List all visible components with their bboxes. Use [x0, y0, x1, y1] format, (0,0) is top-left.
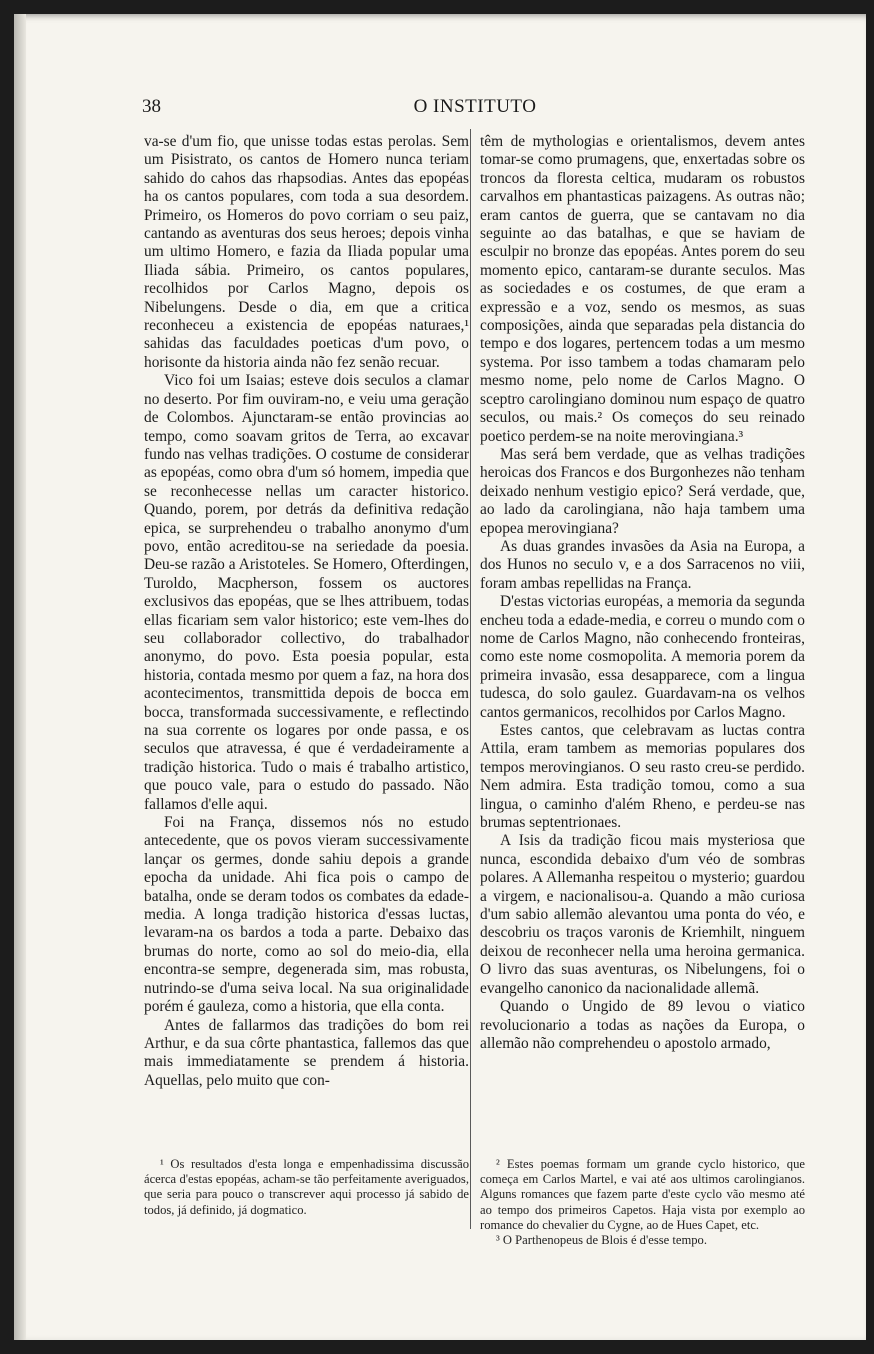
running-title: O INSTITUTO: [413, 96, 537, 117]
page-number: 38: [142, 96, 161, 117]
footnote: ³ O Parthenopeus de Blois é d'esse tempo.: [496, 1233, 708, 1248]
book-page: [14, 14, 866, 1340]
paragraph: A Isis da tradição ficou mais mysteriosa que nunca, escondida debaixo d'um véo de sombras polares. A Allemanha respeitou o mysterio; guardou a virgem, e nacionalisou-a. Quando a mão curiosa d'um sabio allemão alevantou uma ponta do véo, e descobriu os traços varonis de Kriemhilt, ninguem deixou de reconhecer nella uma heroina germanica. O livro das suas aventuras, os Nibelungens, foi o evangelho canonico da nacionalidade allemã.: [480, 832, 805, 997]
left-column: [144, 133, 469, 1233]
footnotes-right: [480, 1157, 805, 1248]
page-header: [14, 96, 866, 120]
paragraph: Quando o Ungido de 89 levou o viatico revolucionario a todas as nações da Europa, o allemão não comprehendeu o apostolo armado,: [480, 998, 805, 1052]
footnote: ² Estes poemas formam um grande cyclo historico, que começa em Carlos Martel, e vai até aos ultimos carolingianos. Alguns romances que fazem parte d'este cyclo vão mesmo até ao tempo dos primeiros Capetos. Haja vista por exemplo ao romance do chevalier du Cygne, ao de Hues Capet, etc.: [480, 1157, 805, 1232]
page-gutter: [14, 14, 26, 1340]
paragraph: va-se d'um fio, que unisse todas estas perolas. Sem um Pisistrato, os cantos de Homero nunca teriam sahido do cahos das rhapsodias. Antes das epopéas ha os cantos populares, com toda a sua desordem. Primeiro, os Homeros do povo corriam o seu paiz, cantando as aventuras dos seus heroes; depois vinha um ultimo Homero, e fazia da Iliada popular uma Iliada sábia. Primeiro, os cantos populares, recolhidos por Carlos Magno, depois os Nibelungens. Desde o dia, em que a critica reconheceu a existencia de epopéas naturaes,¹ sahidas das faculdades poeticas d'um povo, o horisonte da historia ainda não fez senão recuar.: [144, 133, 469, 371]
footnote: ¹ Os resultados d'esta longa e empenhadissima discussão ácerca d'estas epopéas, acham-se tão perfeitamente averiguados, que seria para pouco o transcrever aqui processo já sabido de todos, já definido, já dogmatico.: [144, 1157, 469, 1217]
paragraph: Estes cantos, que celebravam as luctas contra Attila, eram tambem as memorias populares dos tempos merovingianos. O seu rasto creu-se perdido. Nem admira. Esta tradição tomou, como a sua lingua, o caminho d'além Rheno, e perdeu-se nas brumas septentrionaes.: [480, 722, 805, 832]
paragraph: As duas grandes invasões da Asia na Europa, a dos Hunos no seculo v, e a dos Sarracenos no viii, foram ambas repellidas na França.: [480, 537, 805, 592]
paragraph: Foi na França, dissemos nós no estudo antecedente, que os povos vieram successivamente lançar os germes, donde sahiu depois a grande epocha da unidade. Ahi fica pois o campo de batalha, onde se deram todos os combates da edade-media. A longa tradição historica d'essas luctas, levaram-na os bardos a toda a parte. Debaixo das brumas do norte, como ao sol do meio-dia, ella encontra-se sempre, degenerada sim, mas robusta, nutrindo-se d'uma seiva local. Na sua originalidade porém é gauleza, como a historia, que ella conta.: [144, 814, 469, 1016]
paragraph: Mas será bem verdade, que as velhas tradições heroicas dos Francos e dos Burgonhezes não tenham deixado nenhum vestigio epico? Será verdade, que, ao lado da carolingiana, não haja tambem uma epopea merovingiana?: [480, 445, 805, 537]
right-column: [480, 133, 805, 1233]
paragraph: D'estas victorias européas, a memoria da segunda encheu toda a edade-media, e correu o mundo com o nome de Carlos Magno, não conhecendo fronteiras, como este nome cosmopolita. A memoria porem da primeira invasão, essa desapparece, com a lingua tudesca, do solo gaulez. Guardavam-na os velhos cantos germanicos, recolhidos por Carlos Magno.: [480, 593, 805, 721]
column-divider: [470, 129, 471, 1229]
paragraph: têm de mythologias e orientalismos, devem antes tomar-se como prumagens, que, enxertadas sobre os troncos da floresta celtica, mudaram os robustos carvalhos em phantasticas paizagens. As outras não; eram cantos de guerra, que se cantavam no dia seguinte ao das batalhas, e que se haviam de esculpir no bronze das epopéas. Antes porem do seu momento epico, cantaram-se durante seculos. Mas as sociedades e os costumes, de que eram a expressão e a voz, sendo os mesmos, as suas composições, ainda que separadas pela distancia do tempo e dos logares, pertencem todas a um mesmo systema. Por isso tambem a todas chamaram pelo mesmo nome, pelo nome de Carlos Magno. O sceptro carolingiano dominou num espaço de quatro seculos, ou mais.² Os começos do seu reinado poetico perdem-se na noite merovingiana.³: [480, 133, 805, 445]
paragraph: Antes de fallarmos das tradições do bom rei Arthur, e da sua côrte phantastica, fallemos das que mais immediatamente se prendem á historia. Aquellas, pelo muito que con-: [144, 1016, 469, 1089]
paragraph: Vico foi um Isaias; esteve dois seculos a clamar no deserto. Por fim ouviram-no, e veiu uma geração de Colombos. Ajunctaram-se então provincias ao tempo, como soavam gritos de Terra, ao excavar fundo nas velhas tradições. O costume de considerar as epopéas, como obra d'um só homem, impedia que se reconhecesse nellas um caracter historico. Quando, porem, por detrás da definitiva redação epica, se surprehendeu o trabalho anonymo d'um povo, então acreditou-se na seriedade da poesia. Deu-se razão a Aristoteles. Se Homero, Ofterdingen, Turoldo, Macpherson, fossem os auctores exclusivos das epopéas, que se lhes attribuem, todas ellas ficariam sem valor historico; este vem-lhes do seu collaborador collectivo, do trabalhador anonymo, do povo. Esta poesia popular, esta historia, contada mesmo por quem a faz, na hora dos acontecimentos, transmittida depois de bocca em bocca, transformada successivamente, e reflectindo na sua corrente os logares por onde passa, e os seculos que atravessa, é que é verdadeiramente a tradição historica. Tudo o mais é trabalho artistico, que pouco vale, para o estudo do passado. Não fallamos d'elle aqui.: [144, 372, 469, 813]
footnotes-left: [144, 1157, 469, 1218]
